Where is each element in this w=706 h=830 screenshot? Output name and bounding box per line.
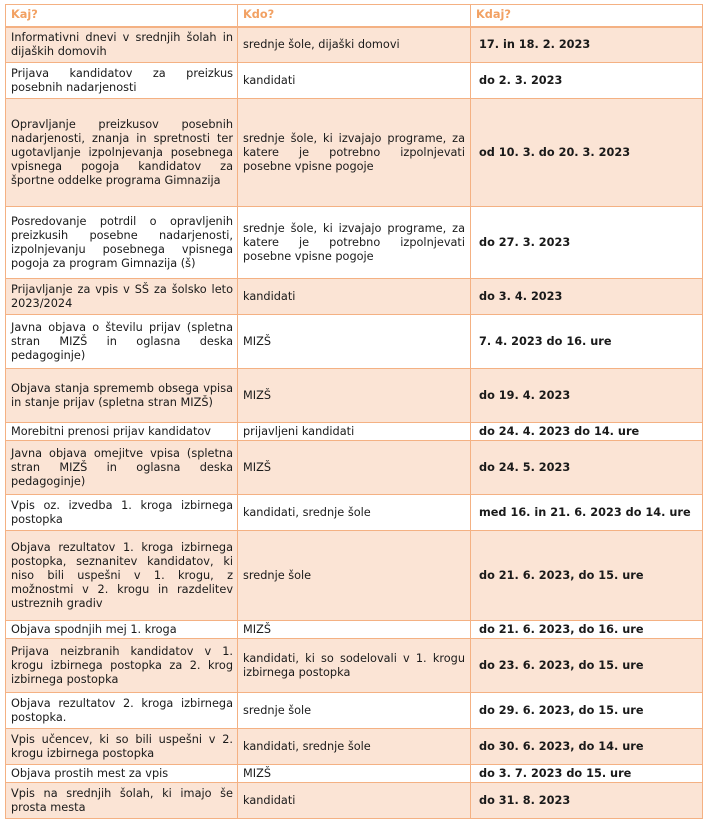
deadline-cell: do 29. 6. 2023, do 15. ure	[471, 693, 703, 729]
column-header-who: Kdo?	[238, 5, 471, 27]
responsible-cell: MIZŠ	[238, 369, 471, 423]
table-row	[6, 729, 703, 765]
deadline-cell: do 3. 4. 2023	[471, 279, 703, 315]
table-row	[6, 423, 703, 441]
table-row	[6, 495, 703, 531]
responsible-cell: prijavljeni kandidati	[238, 423, 471, 441]
deadline-cell: do 24. 4. 2023 do 14. ure	[471, 423, 703, 441]
deadline-cell: od 10. 3. do 20. 3. 2023	[471, 99, 703, 207]
deadline-cell: do 30. 6. 2023, do 14. ure	[471, 729, 703, 765]
activity-cell: Vpis na srednjih šolah, ki imajo še prosta mesta	[6, 783, 238, 819]
activity-cell: Prijava neizbranih kandidatov v 1. krogu izbirnega postopka za 2. krog izbirnega postopka	[6, 639, 238, 693]
deadline-cell: do 21. 6. 2023, do 16. ure	[471, 621, 703, 639]
responsible-cell: MIZŠ	[238, 315, 471, 369]
activity-cell: Opravljanje preizkusov posebnih nadarjenosti, znanja in spretnosti ter ugotavljanje izpolnjevanja posebnega vpisnega pogoja kandidatov za športne oddelke programa Gimnazija	[6, 99, 238, 207]
responsible-cell: srednje šole, ki izvajajo programe, za katere je potrebno izpolnjevati posebne vpisne pogoje	[238, 99, 471, 207]
table-row	[6, 207, 703, 279]
deadline-cell: do 24. 5. 2023	[471, 441, 703, 495]
activity-cell: Objava stanja sprememb obsega vpisa in stanje prijav (spletna stran MIZŠ)	[6, 369, 238, 423]
responsible-cell: kandidati, srednje šole	[238, 729, 471, 765]
table-row	[6, 639, 703, 693]
responsible-cell: kandidati, srednje šole	[238, 495, 471, 531]
activity-cell: Informativni dnevi v srednjih šolah in dijaških domovih	[6, 27, 238, 63]
deadline-cell: 17. in 18. 2. 2023	[471, 27, 703, 63]
table-row	[6, 315, 703, 369]
deadline-cell: do 19. 4. 2023	[471, 369, 703, 423]
responsible-cell: srednje šole	[238, 531, 471, 621]
table-row	[6, 99, 703, 207]
responsible-cell: MIZŠ	[238, 765, 471, 783]
activity-cell: Objava rezultatov 1. kroga izbirnega postopka, seznanitev kandidatov, ki niso bili uspešni v 1. krogu, z možnostmi v 2. krogu in razdelitev ustreznih gradiv	[6, 531, 238, 621]
deadline-cell: do 27. 3. 2023	[471, 207, 703, 279]
table-header-row	[6, 5, 703, 27]
table-row	[6, 27, 703, 63]
deadline-cell: 7. 4. 2023 do 16. ure	[471, 315, 703, 369]
activity-cell: Vpis oz. izvedba 1. kroga izbirnega postopka	[6, 495, 238, 531]
deadline-cell: med 16. in 21. 6. 2023 do 14. ure	[471, 495, 703, 531]
responsible-cell: MIZŠ	[238, 621, 471, 639]
activity-cell: Objava rezultatov 2. kroga izbirnega postopka.	[6, 693, 238, 729]
activity-cell: Morebitni prenosi prijav kandidatov	[6, 423, 238, 441]
deadline-cell: do 23. 6. 2023, do 15. ure	[471, 639, 703, 693]
responsible-cell: MIZŠ	[238, 441, 471, 495]
deadline-cell: do 21. 6. 2023, do 15. ure	[471, 531, 703, 621]
activity-cell: Javna objava o številu prijav (spletna stran MIZŠ in oglasna deska pedagoginje)	[6, 315, 238, 369]
responsible-cell: kandidati	[238, 279, 471, 315]
activity-cell: Objava spodnjih mej 1. kroga	[6, 621, 238, 639]
deadline-cell: do 3. 7. 2023 do 15. ure	[471, 765, 703, 783]
activity-cell: Prijavljanje za vpis v SŠ za šolsko leto 2023/2024	[6, 279, 238, 315]
responsible-cell: srednje šole, dijaški domovi	[238, 27, 471, 63]
responsible-cell: srednje šole, ki izvajajo programe, za katere je potrebno izpolnjevati posebne vpisne pogoje	[238, 207, 471, 279]
table-row	[6, 279, 703, 315]
column-header-when: Kdaj?	[471, 5, 703, 27]
table-row	[6, 693, 703, 729]
enrollment-schedule-table	[5, 4, 703, 819]
deadline-cell: do 31. 8. 2023	[471, 783, 703, 819]
table-row	[6, 621, 703, 639]
activity-cell: Objava prostih mest za vpis	[6, 765, 238, 783]
responsible-cell: kandidati	[238, 63, 471, 99]
table-row	[6, 531, 703, 621]
activity-cell: Javna objava omejitve vpisa (spletna stran MIZŠ in oglasna deska pedagoginje)	[6, 441, 238, 495]
activity-cell: Prijava kandidatov za preizkus posebnih nadarjenosti	[6, 63, 238, 99]
activity-cell: Posredovanje potrdil o opravljenih preizkusih posebne nadarjenosti, izpolnjevanju posebnega vpisnega pogoja za program Gimnazija (š)	[6, 207, 238, 279]
table-row	[6, 63, 703, 99]
deadline-cell: do 2. 3. 2023	[471, 63, 703, 99]
responsible-cell: kandidati, ki so sodelovali v 1. krogu izbirnega postopka	[238, 639, 471, 693]
table-row	[6, 783, 703, 819]
table-row	[6, 369, 703, 423]
table-row	[6, 441, 703, 495]
column-header-what: Kaj?	[6, 5, 238, 27]
responsible-cell: srednje šole	[238, 693, 471, 729]
table-row	[6, 765, 703, 783]
activity-cell: Vpis učencev, ki so bili uspešni v 2. krogu izbirnega postopka	[6, 729, 238, 765]
responsible-cell: kandidati	[238, 783, 471, 819]
